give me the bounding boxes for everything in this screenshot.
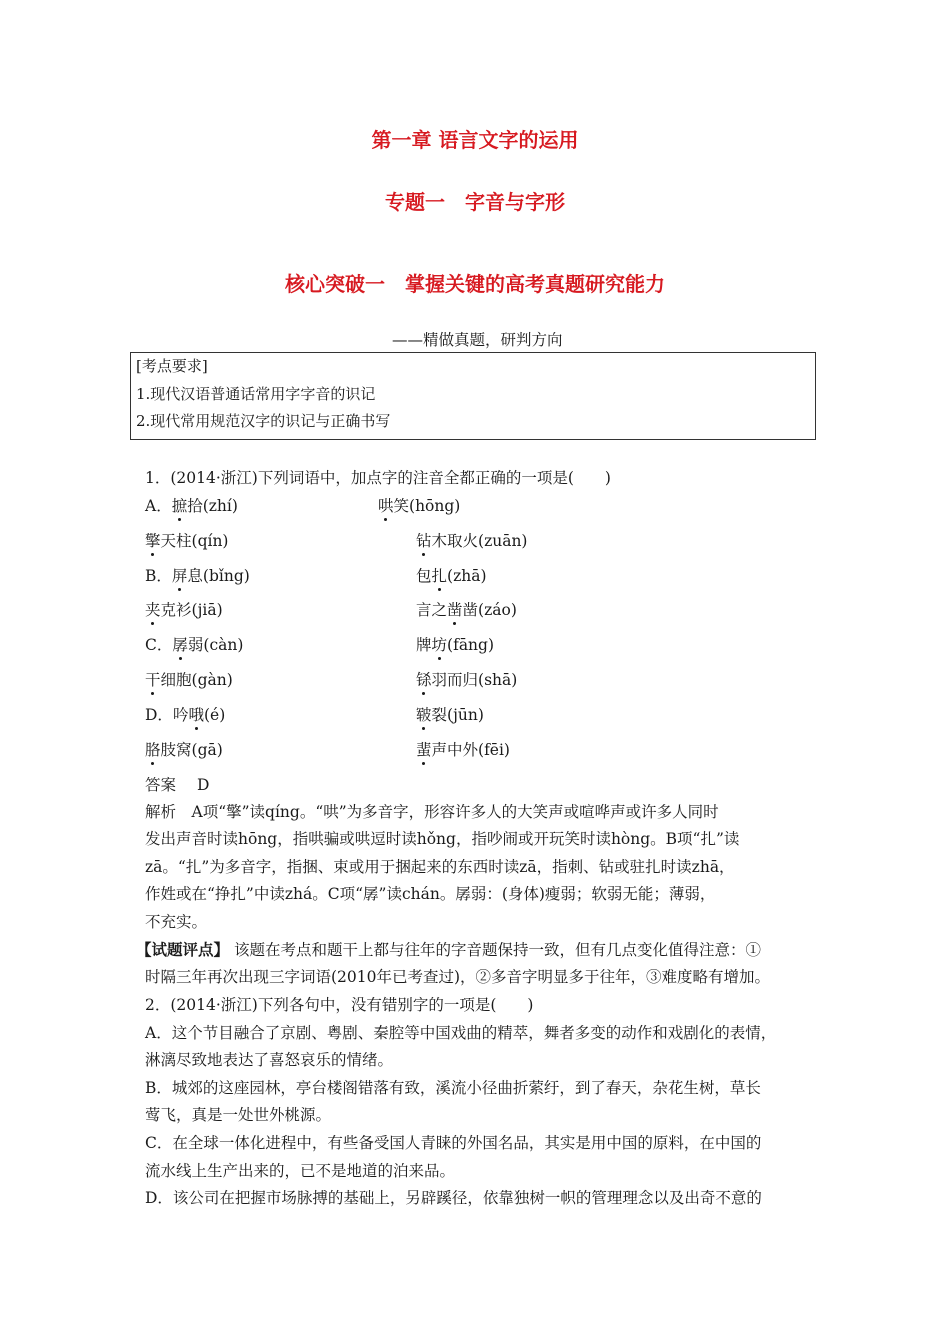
- word-text: 笑(hōng): [393, 497, 461, 515]
- dotted-char: 摭: [172, 494, 188, 516]
- question-2-stem: 2．(2014·浙江)下列各句中，没有错别字的一项是( ): [145, 996, 534, 1014]
- word-text: 裂(jūn): [431, 706, 484, 724]
- section-subtitle: ——精做真题，研判方向: [392, 331, 563, 349]
- requirement-item: 2.现代常用规范汉字的识记与正确书写: [136, 412, 391, 430]
- question-1-stem: 1．(2014·浙江)下列词语中，加点字的注音全都正确的一项是( ): [145, 469, 611, 487]
- dotted-char: 凿: [447, 598, 463, 620]
- word-text: 羽而归(shā): [431, 671, 518, 689]
- review-line: 时隔三年再次出现三字词语(2010年已考查过)，②多音字明显多于往年，③难度略有增加。: [145, 968, 771, 986]
- chapter-title: 第一章 语言文字的运用: [371, 128, 579, 152]
- dotted-char: 夹: [145, 598, 161, 620]
- option-word-right: [416, 529, 527, 551]
- option-word-left: [145, 703, 225, 725]
- option-word-left: [145, 564, 250, 586]
- dotted-char: 蜚: [416, 738, 432, 760]
- analysis-line: 发出声音时读hōng，指哄骗或哄逗时读hǒng，指吵闹或开玩笑时读hòng。B项“扎”读: [145, 830, 740, 848]
- dotted-char: 钻: [416, 529, 432, 551]
- word-text: 天柱(qín): [160, 532, 229, 550]
- option-word-right: [416, 668, 517, 690]
- option-word-left: [145, 494, 238, 516]
- word-text: 声中外(fēi): [431, 741, 510, 759]
- word-text: 木取火(zuān): [431, 532, 528, 550]
- dotted-char: 孱: [172, 633, 188, 655]
- section-title: 核心突破一 掌握关键的高考真题研究能力: [285, 272, 665, 296]
- dotted-char: 干: [145, 668, 161, 690]
- review-line: 该题在考点和题干上都与往年的字音题保持一致，但有几点变化值得注意：①: [233, 941, 761, 959]
- word-text: 凿(záo): [462, 601, 517, 619]
- analysis-line: 作姓或在“挣扎”中读zhá。C项“孱”读chán。孱弱：(身体)瘦弱；软弱无能；薄弱，: [145, 885, 716, 903]
- word-text: 细胞(gàn): [160, 671, 233, 689]
- option-word-right: [416, 703, 484, 725]
- word-text: 言之: [416, 601, 448, 619]
- question-2-line: 流水线上生产出来的，已不是地道的泊来品。: [145, 1162, 456, 1180]
- question-2-line: 莺飞，真是一处世外桃源。: [145, 1106, 332, 1124]
- analysis-line: zā。“扎”为多音字，指捆、束或用于捆起来的东西时读zā，指刺、钻或驻扎时读zhā，: [145, 858, 735, 876]
- dotted-char: 扎: [432, 564, 448, 586]
- requirement-item: 1.现代汉语普通话常用字字音的识记: [136, 385, 376, 403]
- word-text: 吟: [172, 706, 189, 724]
- option-word-right: [416, 564, 487, 586]
- option-word-right: [416, 633, 494, 655]
- dotted-char: 哦: [188, 703, 204, 725]
- word-text: 包: [416, 567, 432, 585]
- analysis-line: 解析 A项“擎”读qíng。“哄”为多音字，形容许多人的大笑声或喧哗声或许多人同时: [145, 803, 719, 821]
- dotted-char: 坊: [432, 633, 448, 655]
- word-text: 弱(càn): [187, 636, 244, 654]
- option-word-left: [145, 529, 228, 551]
- question-2-line: D．该公司在把握市场脉搏的基础上，另辟蹊径，依靠独树一帜的管理理念以及出奇不意的: [145, 1189, 762, 1207]
- answer-row: [145, 773, 209, 795]
- option-word-left: [145, 668, 233, 690]
- option-word-left: [145, 598, 223, 620]
- requirements-header: [考点要求]: [136, 357, 208, 375]
- question-2-line: A．这个节目融合了京剧、粤剧、秦腔等中国戏曲的精萃，舞者多变的动作和戏剧化的表情，: [145, 1024, 777, 1042]
- word-text: (fāng): [447, 636, 495, 654]
- answer-value: D: [196, 776, 210, 794]
- option-label: A．: [145, 497, 172, 515]
- option-word-left: [145, 738, 223, 760]
- word-text: 拾(zhí): [187, 497, 238, 515]
- option-word-left: [145, 633, 243, 655]
- dotted-char: 皲: [416, 703, 432, 725]
- word-text: 息(bǐng): [187, 567, 250, 585]
- option-label: D．: [145, 706, 173, 724]
- topic-title: 专题一 字音与字形: [385, 190, 565, 214]
- requirements-box: [130, 352, 816, 440]
- review-row: [136, 938, 761, 960]
- answer-label: 答案: [145, 776, 177, 794]
- question-2-line: B．城郊的这座园林，亭台楼阁错落有致，溪流小径曲折萦纡，到了春天，杂花生树，草长: [145, 1079, 761, 1097]
- word-text: (zhā): [447, 567, 487, 585]
- option-label: B．: [145, 567, 172, 585]
- option-word-right: [416, 738, 510, 760]
- word-text: 肢窝(gā): [160, 741, 223, 759]
- option-word-right: [416, 598, 517, 620]
- word-text: (é): [203, 706, 226, 724]
- word-text: 克衫(jiā): [160, 601, 223, 619]
- dotted-char: 擎: [145, 529, 161, 551]
- dotted-char: 哄: [378, 494, 394, 516]
- dotted-char: 铩: [416, 668, 432, 690]
- dotted-char: 胳: [145, 738, 161, 760]
- analysis-line: 不充实。: [145, 913, 208, 931]
- option-label: C．: [145, 636, 173, 654]
- review-label: 【试题评点】: [136, 940, 230, 959]
- option-word-right: [378, 494, 460, 516]
- dotted-char: 屏: [172, 564, 188, 586]
- question-2-line: 淋漓尽致地表达了喜怒哀乐的情绪。: [145, 1051, 394, 1069]
- question-2-line: C．在全球一体化进程中，有些备受国人青睐的外国名品，其实是用中国的原料，在中国的: [145, 1134, 762, 1152]
- word-text: 牌: [416, 636, 432, 654]
